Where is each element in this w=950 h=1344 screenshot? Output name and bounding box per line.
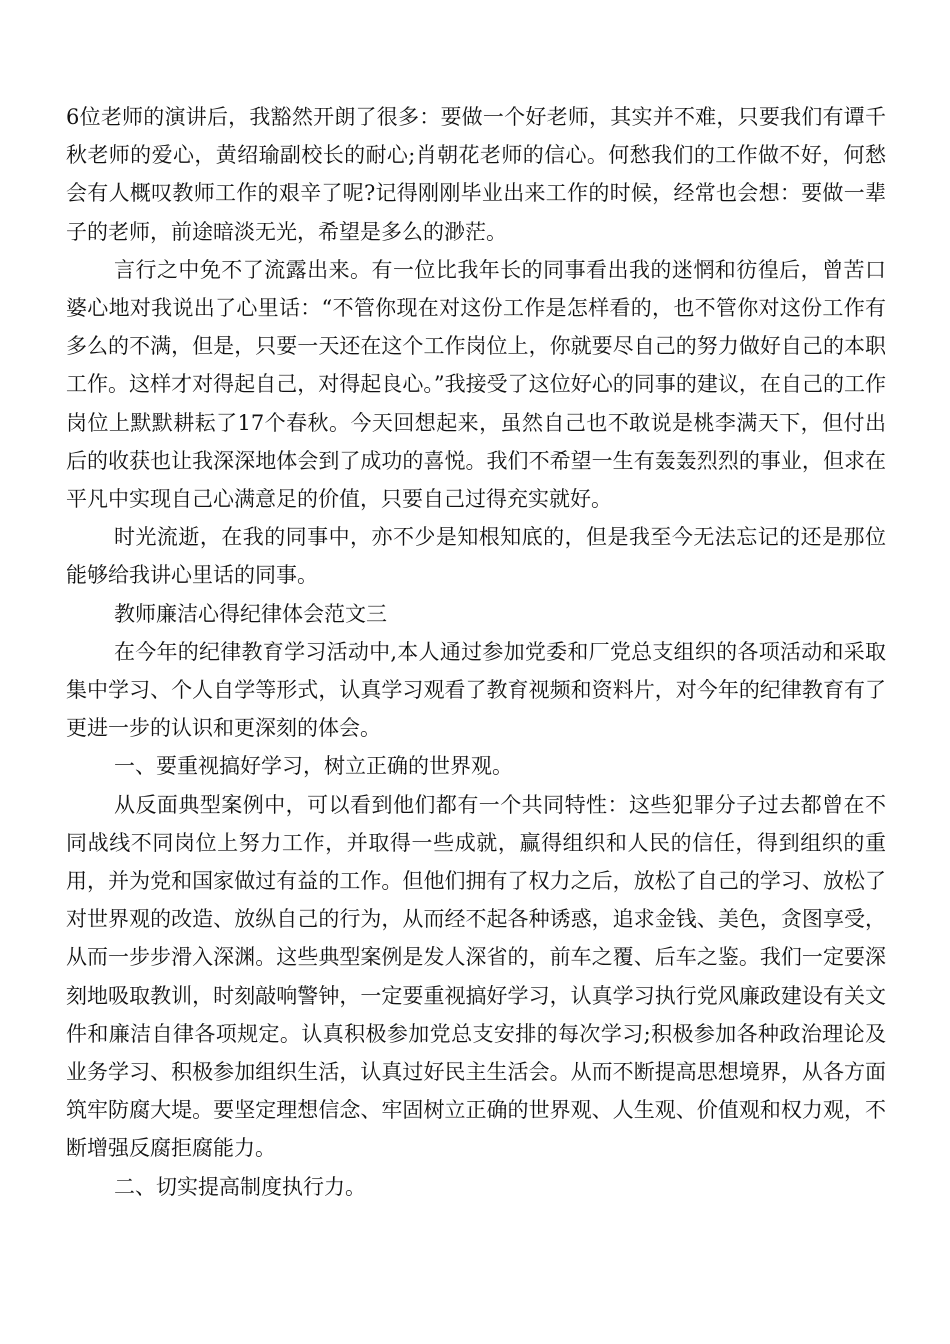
section-title: 教师廉洁心得纪律体会范文三: [114, 601, 387, 626]
paragraph-2: 言行之中免不了流露出来。有一位比我年长的同事看出我的迷惘和彷徨后，曾苦口婆心地对我说出了心里话：“不管你现在对这份工作是怎样看的，也不管你对这份工作有多么的不满，但是，只要一天还在这个工作岗位上，你就要尽自己的努力做好自己的本职工作。这样才对得起自己，对得起良心。”我接受了这位好心的同事的建议，在自己的工作岗位上默默耕耘了17个春秋。今天回想起来，虽然自己也不敢说是桃李满天下，但付出后的收获也让我深深地体会到了成功的喜悦。我们不希望一生有轰轰烈烈的事业，但求在平凡中实现自己心满意足的价值，只要自己过得充实就好。: [66, 257, 886, 512]
heading-2: 二、切实提高制度执行力。: [114, 1174, 366, 1199]
document-body: [66, 98, 886, 1206]
paragraph-1: 6位老师的演讲后，我豁然开朗了很多：要做一个好老师，其实并不难，只要我们有谭千秋老师的爱心，黄绍瑜副校长的耐心;肖朝花老师的信心。何愁我们的工作做不好，何愁会有人概叹教师工作的艰辛了呢?记得刚刚毕业出来工作的时候，经常也会想：要做一辈子的老师，前途暗淡无光，希望是多么的渺茫。: [66, 105, 886, 244]
paragraph-4: 在今年的纪律教育学习活动中,本人通过参加党委和厂党总支组织的各项活动和采取集中学习、个人自学等形式，认真学习观看了教育视频和资料片，对今年的纪律教育有了更进一步的认识和更深刻的体会。: [66, 639, 886, 741]
paragraph-5: 从反面典型案例中，可以看到他们都有一个共同特性：这些犯罪分子过去都曾在不同战线不同岗位上努力工作，并取得一些成就，赢得组织和人民的信任，得到组织的重用，并为党和国家做过有益的工作。但他们拥有了权力之后，放松了自己的学习、放松了对世界观的改造、放纵自己的行为，从而经不起各种诱惑，追求金钱、美色，贪图享受，从而一步步滑入深渊。这些典型案例是发人深省的，前车之覆、后车之鉴。我们一定要深刻地吸取教训，时刻敲响警钟，一定要重视搞好学习，认真学习执行党风廉政建设有关文件和廉洁自律各项规定。认真积极参加党总支安排的每次学习;积极参加各种政治理论及业务学习、积极参加组织生活，认真过好民主生活会。从而不断提高思想境界，从各方面筑牢防腐大堤。要坚定理想信念、牢固树立正确的世界观、人生观、价值观和权力观，不断增强反腐拒腐能力。: [66, 792, 886, 1161]
heading-1: 一、要重视搞好学习，树立正确的世界观。: [114, 754, 513, 779]
paragraph-3: 时光流逝，在我的同事中，亦不少是知根知底的，但是我至今无法忘记的还是那位能够给我讲心里话的同事。: [66, 525, 886, 588]
